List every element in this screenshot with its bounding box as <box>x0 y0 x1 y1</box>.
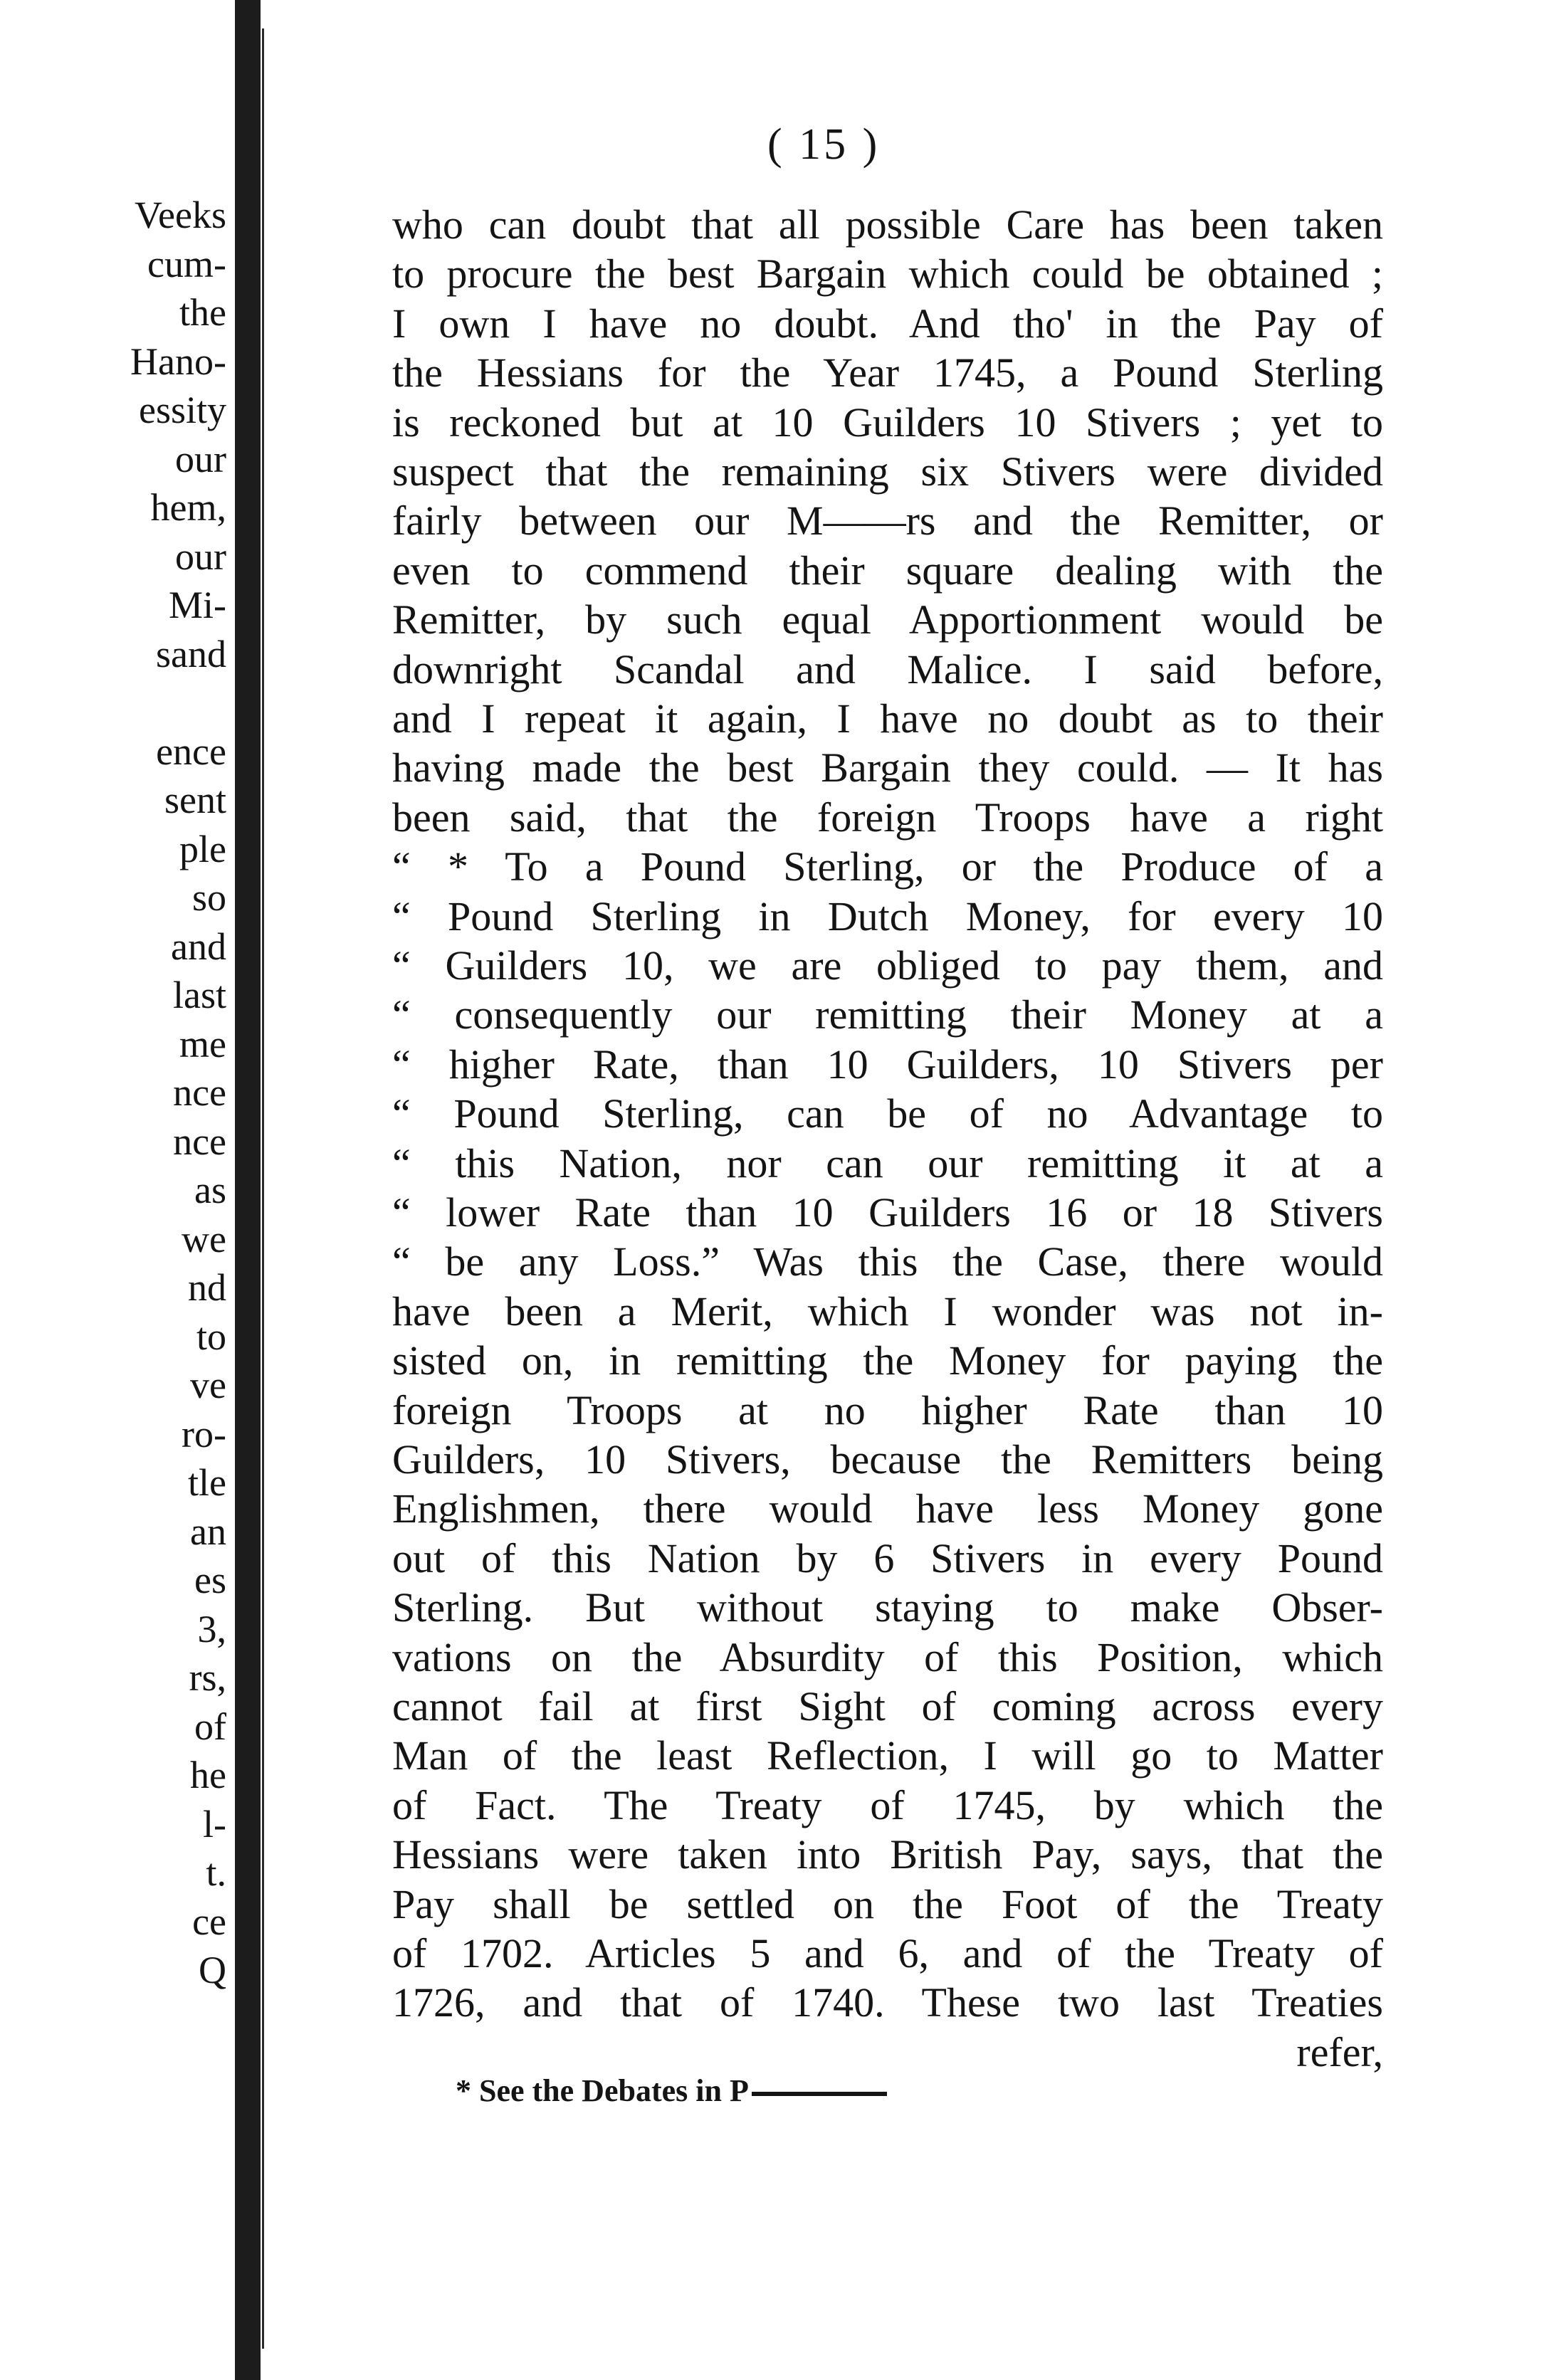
left-fragment: to <box>196 1315 226 1358</box>
text-line: out of this Nation by 6 Stivers in every Pound <box>392 1534 1383 1581</box>
left-fragment: t. <box>206 1851 226 1894</box>
left-fragment: 3, <box>197 1607 226 1650</box>
left-fragment: nd <box>188 1266 226 1309</box>
text-line: of 1702. Articles 5 and 6, and of the Treaty of <box>392 1930 1383 1976</box>
text-line: sisted on, in remitting the Money for paying the <box>392 1337 1383 1384</box>
left-fragment: our <box>175 535 226 578</box>
left-fragment: the <box>179 291 226 334</box>
footnote-text: * See the Debates in P <box>456 2073 749 2108</box>
left-fragment: hem, <box>150 486 226 529</box>
left-fragment: sent <box>164 779 226 821</box>
left-fragment: he <box>190 1754 226 1796</box>
text-line: to procure the best Bargain which could be obtained ; <box>392 251 1383 298</box>
left-fragment: Mi- <box>169 584 226 626</box>
text-line: vations on the Absurdity of this Position, which <box>392 1633 1383 1680</box>
left-fragment: and <box>171 925 226 968</box>
text-line: Remitter, by such equal Apportionment would be <box>392 596 1383 643</box>
left-fragment: last <box>173 974 226 1016</box>
text-line: refer, <box>1296 2028 1383 2075</box>
left-fragment: our <box>175 437 226 480</box>
left-fragment: nce <box>173 1120 226 1163</box>
text-line: “ lower Rate than 10 Guilders 16 or 18 Stivers <box>392 1189 1383 1236</box>
left-fragment: nce <box>173 1071 226 1114</box>
page-edge <box>262 28 264 2349</box>
text-line: foreign Troops at no higher Rate than 10 <box>392 1386 1383 1433</box>
left-fragment: Q <box>199 1949 226 1991</box>
left-fragment: tle <box>188 1461 226 1504</box>
text-line: “ this Nation, nor can our remitting it at a <box>392 1139 1383 1186</box>
book-gutter <box>235 0 261 2380</box>
left-fragment: ro- <box>182 1412 226 1455</box>
text-line: fairly between our M——rs and the Remitter, or <box>392 497 1383 544</box>
left-fragment: rs, <box>189 1656 226 1699</box>
text-line: of Fact. The Treaty of 1745, by which the <box>392 1781 1383 1828</box>
text-line: “ higher Rate, than 10 Guilders, 10 Stivers per <box>392 1041 1383 1088</box>
text-line: even to commend their square dealing with the <box>392 547 1383 594</box>
left-fragment: of <box>194 1705 226 1748</box>
left-page-fragment <box>0 0 235 2380</box>
left-fragment: as <box>194 1169 226 1211</box>
text-line: 1726, and that of 1740. These two last Treaties <box>392 1979 1383 2026</box>
left-fragment: Hano- <box>130 339 226 383</box>
text-line: having made the best Bargain they could. — It has <box>392 744 1383 791</box>
text-line: is reckoned but at 10 Guilders 10 Stivers ; yet to <box>392 399 1383 446</box>
left-fragment: we <box>182 1217 226 1260</box>
text-line: Hessians were taken into British Pay, says, that the <box>392 1831 1383 1878</box>
page-number: ( 15 ) <box>767 120 881 169</box>
text-line: “ be any Loss.” Was this the Case, there would <box>392 1238 1383 1285</box>
left-fragment: ence <box>156 730 226 773</box>
text-line: and I repeat it again, I have no doubt as to their <box>392 695 1383 742</box>
text-line: been said, that the foreign Troops have a right <box>392 794 1383 841</box>
text-line: “ Pound Sterling, can be of no Advantage to <box>392 1090 1383 1137</box>
text-line: I own I have no doubt. And tho' in the Pay of <box>392 300 1383 347</box>
text-line: Sterling. But without staying to make Obser- <box>392 1584 1383 1631</box>
footnote <box>456 2073 887 2109</box>
left-fragment: cum- <box>147 242 226 285</box>
left-fragment: Veeks <box>135 194 226 236</box>
left-fragment: es <box>194 1559 226 1601</box>
text-line: “ Pound Sterling in Dutch Money, for every 10 <box>392 892 1383 939</box>
text-line: Guilders, 10 Stivers, because the Remitters being <box>392 1436 1383 1483</box>
text-line: the Hessians for the Year 1745, a Pound Sterling <box>392 349 1383 396</box>
left-fragment: essity <box>138 389 226 431</box>
text-line: suspect that the remaining six Stivers were divided <box>392 448 1383 495</box>
text-line: who can doubt that all possible Care has been taken <box>392 201 1383 248</box>
text-line: Pay shall be settled on the Foot of the Treaty <box>392 1880 1383 1927</box>
text-line: “ * To a Pound Sterling, or the Produce of a <box>392 843 1383 890</box>
left-fragment: ce <box>192 1900 226 1943</box>
footnote-redaction-rule <box>752 2092 887 2096</box>
text-line: Man of the least Reflection, I will go to Matter <box>392 1732 1383 1779</box>
text-line: “ Guilders 10, we are obliged to pay them, and <box>392 942 1383 989</box>
left-fragment: ple <box>179 827 226 870</box>
left-fragment: l- <box>203 1802 226 1845</box>
text-line: downright Scandal and Malice. I said before, <box>392 646 1383 693</box>
left-fragment: so <box>191 876 226 919</box>
left-fragment: ve <box>190 1364 226 1406</box>
left-fragment: sand <box>156 632 226 675</box>
left-fragment: me <box>179 1022 226 1065</box>
text-line: “ consequently our remitting their Money at a <box>392 991 1383 1038</box>
text-line: have been a Merit, which I wonder was not in- <box>392 1288 1383 1334</box>
left-fragment: an <box>190 1510 226 1553</box>
text-line: Englishmen, there would have less Money gone <box>392 1485 1383 1532</box>
text-line: cannot fail at first Sight of coming across every <box>392 1683 1383 1729</box>
